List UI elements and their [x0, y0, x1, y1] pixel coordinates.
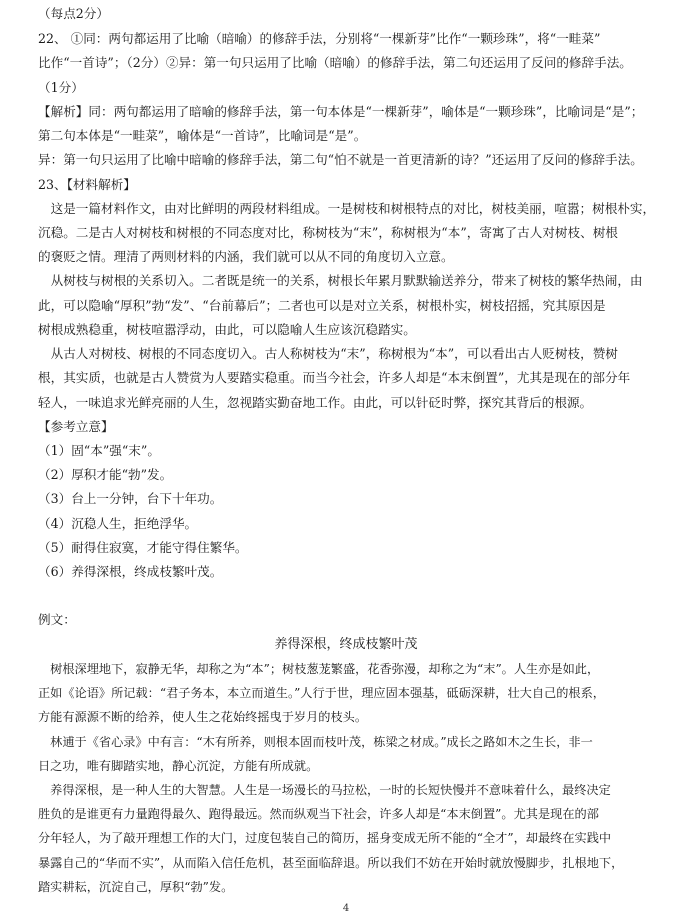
idea-item: （6）养得深根，终成枝繁叶茂。: [38, 564, 223, 579]
essay-line: 正如《论语》所记载：“君子务本，本立而道生。”人行于世，理应固本强基，砥砺深耕，壮大自己的根系，: [38, 686, 605, 700]
essay-line: 日之功，唯有脚踏实地，静心沉淀，方能有所成就。: [38, 759, 319, 773]
text-line: 从古人对树枝、树根的不同态度切入。古人称树枝为“末”，称树根为“本”，可以看出古人贬树枝，赞树: [38, 346, 618, 361]
essay-line: 分年轻人，为了敲开理想工作的大门，过度包装自己的简历，摇身变成无所不能的“全才”，却最终在实践中: [38, 831, 612, 845]
reference-ideas-heading: 【参考立意】: [38, 419, 114, 434]
idea-item: （4）沉稳人生，拒绝浮华。: [38, 516, 198, 531]
text-line: 比作“一首诗”；（2分）②异：第一句只运用了比喻（暗喻）的修辞手法，第二句还运用了反问的修辞手法。: [38, 55, 632, 70]
essay-line: 踏实耕耘，沉淀自己，厚积“勃”发。: [38, 880, 234, 894]
essay-line: 方能有源源不断的给养，使人生之花始终摇曳于岁月的枝头。: [38, 710, 368, 724]
essay-title: 养得深根，终成枝繁叶茂: [274, 637, 418, 652]
analysis-heading-line: 【解析】同：两句都运用了暗喻的修辞手法，第一句本体是“一棵新芽”，喻体是“一颗珍珠”，比喻词是“是”；: [38, 104, 644, 119]
text-line: 这是一篇材料作文，由对比鲜明的两段材料组成。一是树枝和树根特点的对比，树枝美丽，喧嚣；树根朴实，: [38, 201, 656, 216]
essay-line: 胜负的是谁更有力量跑得最久、跑得最远。然而纵观当下社会，许多人却是“本末倒置”。尤其是现在的部: [38, 807, 599, 821]
text-line: 从树枝与树根的关系切入。二者既是统一的关系，树根长年累月默默输送养分，带来了树枝的繁华热闹，由: [38, 273, 643, 288]
question-23-heading: 23、【材料解析】: [38, 177, 136, 192]
idea-item: （5）耐得住寂寞，才能守得住繁华。: [38, 540, 248, 555]
essay-line: 养得深根，是一种人生的大智慧。人生是一场漫长的马拉松，一时的长短快慢并不意味着什么，最终决定: [38, 783, 611, 797]
example-label: 例文：: [38, 612, 76, 627]
text-line: 异：第一句只运用了比喻中暗喻的修辞手法，第二句“怕不就是一首更清新的诗？”还运用了反问的修辞手法。: [38, 152, 643, 167]
page-number: 4: [342, 903, 350, 914]
text-line: 树根成熟稳重，树枝喧嚣浮动，由此，可以隐喻人生应该沉稳踏实。: [38, 322, 416, 337]
text-line: 沉稳。二是古人对树枝和树根的不同态度对比，称树枝为“末”，称树根为“本”，寄寓了古人对树枝、树根: [38, 225, 618, 240]
idea-item: （1）固“本”强“末”。: [38, 443, 160, 458]
text-line: 的褒贬之情。理清了两则材料的内涵，我们就可以从不同的角度切入立意。: [38, 249, 454, 264]
text-line: 22、 ①同：两句都运用了比喻（暗喻）的修辞手法，分别将“一棵新芽”比作“一颗珍珠”，将“一畦菜”: [38, 31, 601, 46]
text-line: （1分）: [38, 80, 84, 95]
essay-line: 暴露自己的“华而不实”，从而陷入信任危机，甚至面临辞退。所以我们不妨在开始时就放慢脚步，扎根地下，: [38, 856, 624, 870]
text-line: （每点2分）: [38, 6, 109, 21]
essay-line: 树根深埋地下，寂静无华，却称之为“本”；树枝葱茏繁盛，花香弥漫，却称之为“末”。人生亦是如此，: [38, 662, 600, 676]
idea-item: （3）台上一分钟，台下十年功。: [38, 491, 223, 506]
essay-line: 林逋于《省心录》中有言：“木有所养，则根本固而枝叶茂，栋梁之材成。”成长之路如木之生长，非一: [38, 735, 593, 749]
idea-item: （2）厚积才能“勃”发。: [38, 467, 173, 482]
text-line: 第二句本体是“一畦菜”，喻体是“一首诗”，比喻词是“是”。: [38, 128, 367, 143]
text-line: 根，其实质，也就是古人赞赏为人要踏实稳重。而当今社会，许多人却是“本末倒置”，尤其是现在的部分年: [38, 370, 631, 385]
text-line: 轻人，一味追求光鲜亮丽的人生，忽视踏实勤奋地工作。由此，可以针砭时弊，探究其背后的根源。: [38, 395, 593, 410]
text-line: 此，可以隐喻“厚积”勃“发”、“台前幕后”；二者也可以是对立关系，树根朴实，树枝招摇，究其原因是: [38, 298, 606, 313]
